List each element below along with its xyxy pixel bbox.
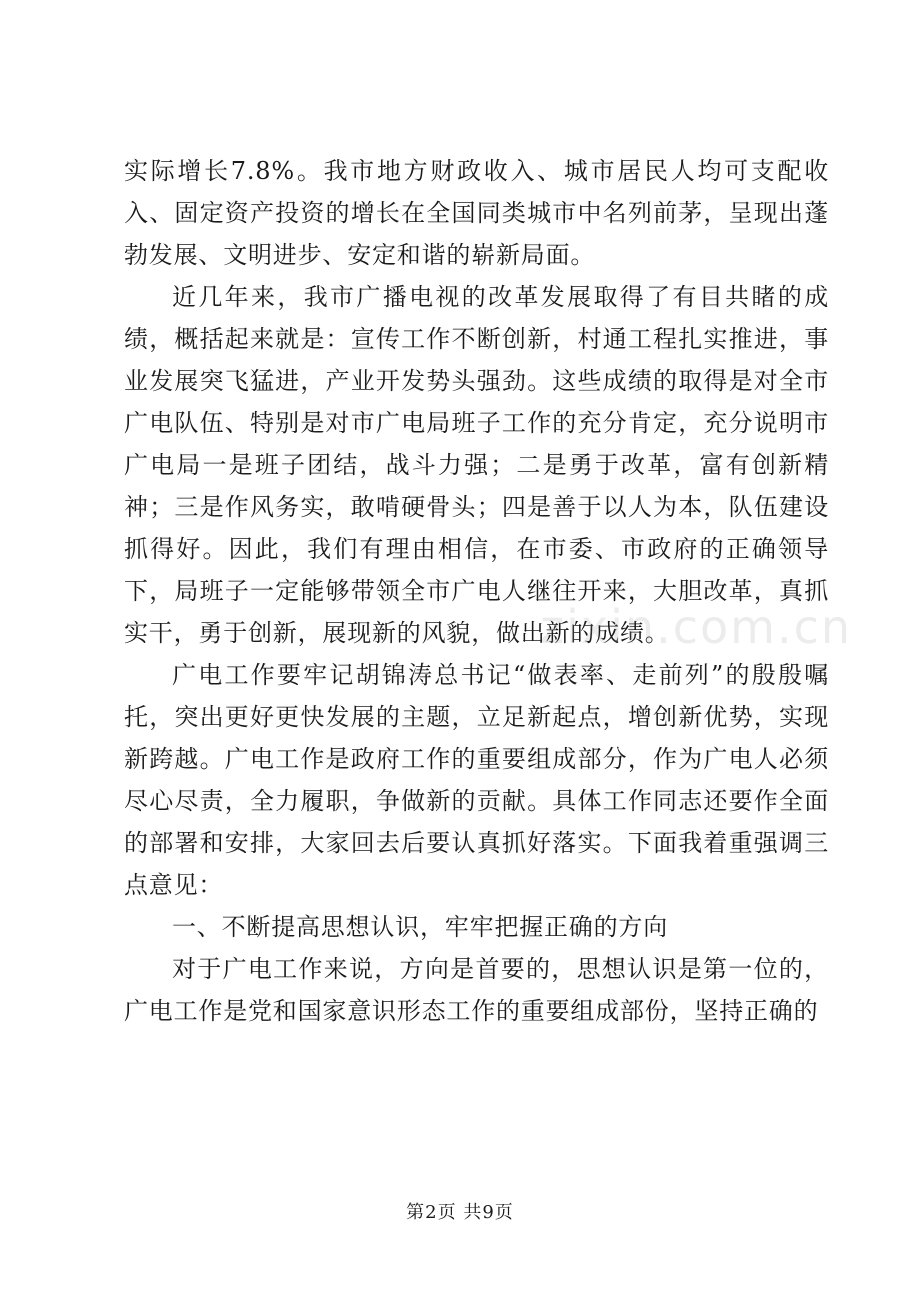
section-heading: 一、不断提高思想认识，牢牢把握正确的方向 xyxy=(172,913,668,941)
paragraph-3: 广电工作要牢记胡锦涛总书记“做表率、走前列”的殷殷嘱托，突出更好更快发展的主题，立足新起点，增创新优势，实现新跨越。广电工作是政府工作的重要组成部分，作为广电人必须尽心尽责，全力履职，争做新的贡献。具体工作同志还要作全面的部署和安排，大家回去后要认真抓好落实。下面我着重强调三点意见： xyxy=(124,661,829,899)
paragraph-1: 实际增长7.8%。我市地方财政收入、城市居民人均可支配收入、固定资产投资的增长在全国同类城市中名列前茅，呈现出蓬勃发展、文明进步、安定和谐的崭新局面。 xyxy=(124,157,829,269)
paragraph-4: 对于广电工作来说，方向是首要的，思想认识是第一位的，广电工作是党和国家意识形态工作的重要组成部份，坚持正确的 xyxy=(124,955,829,1025)
watermark: zixin.com.cn xyxy=(540,600,853,654)
page-footer: 第2页 共9页 xyxy=(406,1202,514,1223)
document-body xyxy=(124,150,829,1032)
paragraph-2: 近几年来，我市广播电视的改革发展取得了有目共睹的成绩，概括起来就是：宣传工作不断创新，村通工程扎实推进，事业发展突飞猛进，产业开发势头强劲。这些成绩的取得是对全市广电队伍、特别是对市广电局班子工作的充分肯定，充分说明市广电局一是班子团结，战斗力强；二是勇于改革，富有创新精神；三是作风务实，敢啃硬骨头；四是善于以人为本，队伍建设抓得好。因此，我们有理由相信，在市委、市政府的正确领导下，局班子一定能够带领全市广电人继往开来，大胆改革，真抓实干，勇于创新，展现新的风貌，做出新的成绩。 xyxy=(124,283,829,647)
